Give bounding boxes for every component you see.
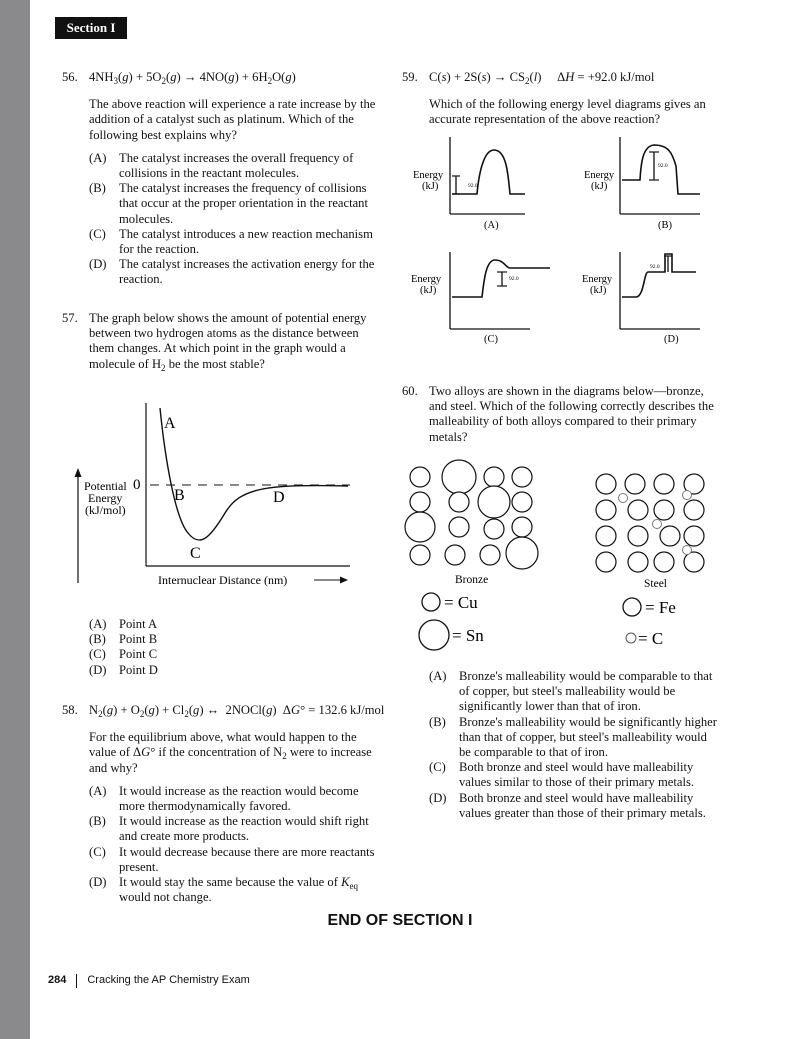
svg-text:(kJ): (kJ)	[422, 181, 439, 192]
answer-option[interactable]: (A) The catalyst increases the overall frequency of collisions in the reactant molecules.	[89, 150, 354, 181]
answer-option[interactable]: (D) Both bronze and steel would have malleability values greater than those of their primary metals.	[429, 790, 706, 820]
book-title: Cracking the AP Chemistry Exam	[87, 974, 250, 986]
steel-lattice	[596, 474, 704, 572]
question-57	[62, 311, 382, 372]
question-number: 59.	[402, 70, 418, 84]
energy-diagrams	[400, 132, 730, 347]
svg-text:(kJ): (kJ)	[420, 285, 437, 296]
svg-text:= C: = C	[638, 629, 664, 648]
svg-text:92.0: 92.0	[468, 183, 478, 189]
question-58	[62, 703, 385, 905]
diagram-d	[582, 252, 700, 345]
diagram-b	[584, 137, 700, 231]
answer-option[interactable]: (D) The catalyst increases the activation energy for the reaction.	[89, 257, 375, 287]
y-axis-label-3: (kJ/mol)	[85, 503, 126, 517]
question-number: 60.	[402, 384, 418, 398]
answer-option[interactable]: (B) Point B	[89, 632, 158, 647]
bronze-lattice	[405, 460, 538, 569]
section-tab: Section I	[55, 17, 127, 39]
alloy-diagrams	[400, 455, 720, 655]
answer-option[interactable]: (C) Point C	[89, 647, 158, 662]
svg-text:Energy: Energy	[411, 274, 442, 285]
question-60-options	[429, 669, 721, 821]
point-c-label: C	[190, 545, 201, 562]
svg-text:Bronze: Bronze	[455, 574, 489, 586]
question-stem: Which of the following energy level diagrams gives an accurate representation of the above reaction?	[429, 97, 706, 127]
svg-text:92.0: 92.0	[658, 163, 668, 169]
zero-label: 0	[133, 477, 141, 493]
x-axis-label: Internuclear Distance (nm)	[158, 573, 288, 587]
svg-text:(B): (B)	[658, 220, 672, 231]
energy-curve	[160, 408, 348, 540]
x-axis-arrowhead	[340, 577, 348, 584]
y-axis-label-2: Energy	[88, 491, 123, 505]
reaction-equation: $4NH_3(g) + 5O_2(g) \to 4NO(g) + 6H_2O(g)$	[89, 70, 296, 86]
answer-option[interactable]: (B) Bronze's malleability would be significantly higher than that of copper, but steel's malleability would be comparable to that of iron.	[429, 714, 717, 760]
svg-text:Steel: Steel	[644, 578, 667, 590]
question-stem: The above reaction will experience a rate increase by the addition of a catalyst such as platinum. Which of the following best explains why?	[89, 97, 376, 142]
question-number: 56.	[62, 70, 78, 84]
svg-text:92.0: 92.0	[650, 264, 660, 270]
question-number: 57.	[62, 311, 78, 325]
reaction-equation: $C(s) + 2S(s) \to CS_2(l)$ ΔH = +92.0 kJ/mol	[429, 70, 655, 86]
point-b-label: B	[174, 487, 185, 504]
svg-text:(D): (D)	[664, 334, 679, 345]
question-stem: For the equilibrium above, what would happen to the value of ΔG° if the concentration of $N_2$ were to increase and why?	[89, 730, 372, 775]
svg-text:= Sn: = Sn	[452, 626, 484, 645]
question-59	[402, 70, 722, 128]
answer-option[interactable]: (C) Both bronze and steel would have malleability values similar to those of their primary metals.	[429, 760, 695, 790]
fe-legend-icon	[623, 598, 641, 616]
svg-text:= Fe: = Fe	[645, 598, 676, 617]
answer-option[interactable]: (D) Point D	[89, 662, 158, 677]
answer-option[interactable]: (B) The catalyst increases the frequency of collisions that occur at the proper orientation in the reactant molecules.	[89, 181, 368, 226]
c-legend-icon	[626, 633, 636, 643]
y-axis-label-1: Potential	[84, 479, 127, 493]
answer-option[interactable]: (B) It would increase as the reaction would shift right and create more products.	[89, 814, 369, 844]
question-stem: Two alloys are shown in the diagrams below—bronze, and steel. Which of the following correctly describes the malleability of both alloys compared to their primary metals?	[429, 384, 714, 444]
sn-legend-icon	[419, 620, 449, 650]
potential-energy-graph	[70, 398, 370, 598]
svg-text:(C): (C)	[484, 334, 498, 345]
reaction-equation: $N_2(g) + O_2(g) + Cl_2(g)$ ↔ 2NOCl(g) ΔG° = 132.6 kJ/mol	[89, 703, 385, 719]
svg-text:= Cu: = Cu	[444, 593, 478, 612]
question-number: 58.	[62, 703, 78, 717]
point-d-label: D	[273, 489, 285, 506]
answer-options	[89, 784, 382, 906]
svg-text:Energy: Energy	[413, 170, 444, 181]
y-axis-arrowhead	[75, 468, 82, 477]
answer-option[interactable]: (C) The catalyst introduces a new reaction mechanism for the reaction.	[89, 226, 373, 257]
cu-legend-icon	[422, 593, 440, 611]
svg-text:(A): (A)	[484, 220, 499, 231]
answer-option[interactable]: (A) Point A	[89, 617, 158, 631]
page-gutter	[0, 0, 30, 1039]
answer-options	[89, 151, 382, 288]
answer-option[interactable]: (A) It would increase as the reaction would become more thermodynamically favored.	[89, 783, 359, 814]
svg-text:Energy: Energy	[584, 170, 615, 181]
svg-text:Energy: Energy	[582, 274, 613, 285]
answer-option[interactable]: (A) Bronze's malleability would be comparable to that of copper, but steel's malleability would be significantly lower than that of iron.	[429, 669, 713, 714]
question-stem: The graph below shows the amount of potential energy between two hydrogen atoms as the distance between them changes. At which point in the graph would a molecule of $H_2$ be the most stable?	[89, 311, 367, 373]
diagram-a	[413, 137, 525, 231]
end-of-section-title: END OF SECTION I	[327, 912, 473, 929]
question-57-options	[89, 617, 289, 678]
footer-divider	[76, 974, 77, 988]
answer-option[interactable]: (C) It would decrease because there are more reactants present.	[89, 844, 375, 874]
question-60	[402, 384, 722, 445]
page-number: 284	[48, 974, 67, 986]
point-a-label: A	[164, 415, 176, 432]
question-56	[62, 70, 382, 288]
carbon-atoms	[619, 491, 692, 555]
page-footer	[48, 973, 250, 988]
diagram-c	[411, 252, 550, 345]
svg-text:(kJ): (kJ)	[591, 181, 608, 192]
svg-text:92.0: 92.0	[509, 276, 519, 282]
answer-option[interactable]: (D) It would stay the same because the value of $K_{eq}$ would not change.	[89, 875, 358, 905]
svg-text:(kJ): (kJ)	[590, 285, 607, 296]
